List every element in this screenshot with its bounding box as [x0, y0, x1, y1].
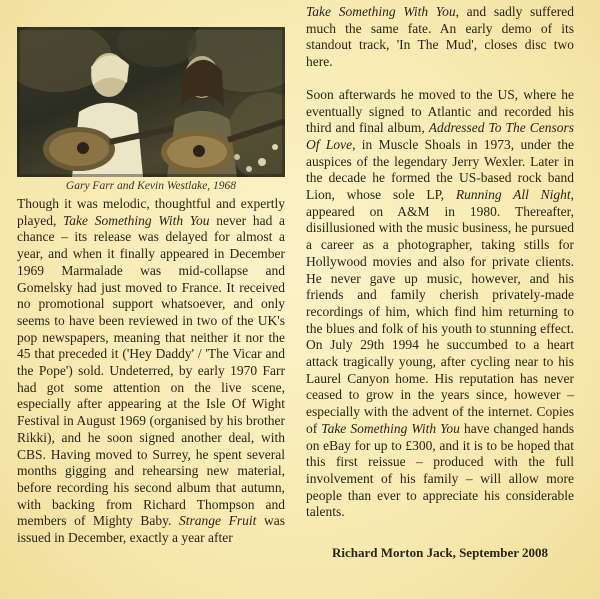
- album-title: Addressed To The Censors Of Love: [306, 120, 574, 152]
- text-span: never had a chance – its release was delayed for almost a year, and when it finally appeared in December 1969 Marmalade was mid-collapse and Gomelsky had just moved to France. It received no promotional support whatsoever, and only seems to have been reviewed in two of the UK's pop newspapers, meaning that neither it nor the 45 that preceded it ('Hey Daddy' / 'The Vicar and the Pope') sold. Undeterred, by early 1970 Farr had got some attention on the live scene, especially after appearing at the Isle Of Wight Festival in August 1969 (organised by his brother Rikki), and he soon signed another deal, with CBS. Having moved to Surrey, he spent several months gigging and rehearsing new material, before recording his second album that autumn, with backing from Richard Thompson and members of Mighty Baby.: [17, 212, 285, 529]
- text-span: Though it was melodic, thoughtful and expertly played,: [17, 196, 285, 228]
- paragraph: [17, 196, 285, 547]
- paragraph: [306, 4, 574, 71]
- album-title: Running All Night: [455, 187, 571, 203]
- paragraph: [306, 87, 574, 521]
- text-span: , and sadly suffered much the same fate. An early demo of its standout track, 'In The Mud', closes disc two here.: [306, 4, 574, 70]
- text-span: , in Muscle Shoals in 1973, under the auspices of the legendary Jerry Wexler. Later in the decade he formed the US-based rock band Lion, whose sole LP,: [306, 136, 574, 203]
- right-column-text: [306, 4, 574, 521]
- album-title: Strange Fruit: [179, 513, 257, 529]
- band-photo-illustration: [17, 27, 285, 177]
- album-title: Take Something With You: [63, 212, 210, 228]
- left-column-text: [17, 196, 285, 547]
- album-title: Take Something With You: [306, 4, 456, 19]
- text-span: have changed hands on eBay for up to £300, and it is to be hoped that this first reissue – produced with the full involvement of his family – will allow more people than ever to appreciate his considerable talents.: [306, 420, 574, 520]
- text-span: was issued in December, exactly a year after: [17, 513, 286, 546]
- text-span: Soon afterwards he moved to the US, where he eventually signed to Atlantic and recorded his third and final album,: [306, 86, 574, 136]
- album-title: Take Something With You: [321, 420, 460, 436]
- photo-caption: Gary Farr and Kevin Westlake, 1968: [65, 180, 237, 192]
- band-photo: [17, 27, 285, 177]
- text-span: , appeared on A&M in 1980. Thereafter, disillusioned with the music business, he pursued a career as a photographer, taking stills for Hollywood movies and also for private clients. He never gave up music, however, and his friends and family cherish privately-made recordings of him, which find him returning to the blues and folk of his youth to stunning effect. On July 29th 1994 he succumbed to a heart attack tragically young, after cycling near to his Laurel Canyon home. His reputation has never ceased to grow in the years since, however – especially with the advent of the internet. Copies of: [306, 187, 574, 436]
- author-signature: Richard Morton Jack, September 2008: [331, 545, 549, 560]
